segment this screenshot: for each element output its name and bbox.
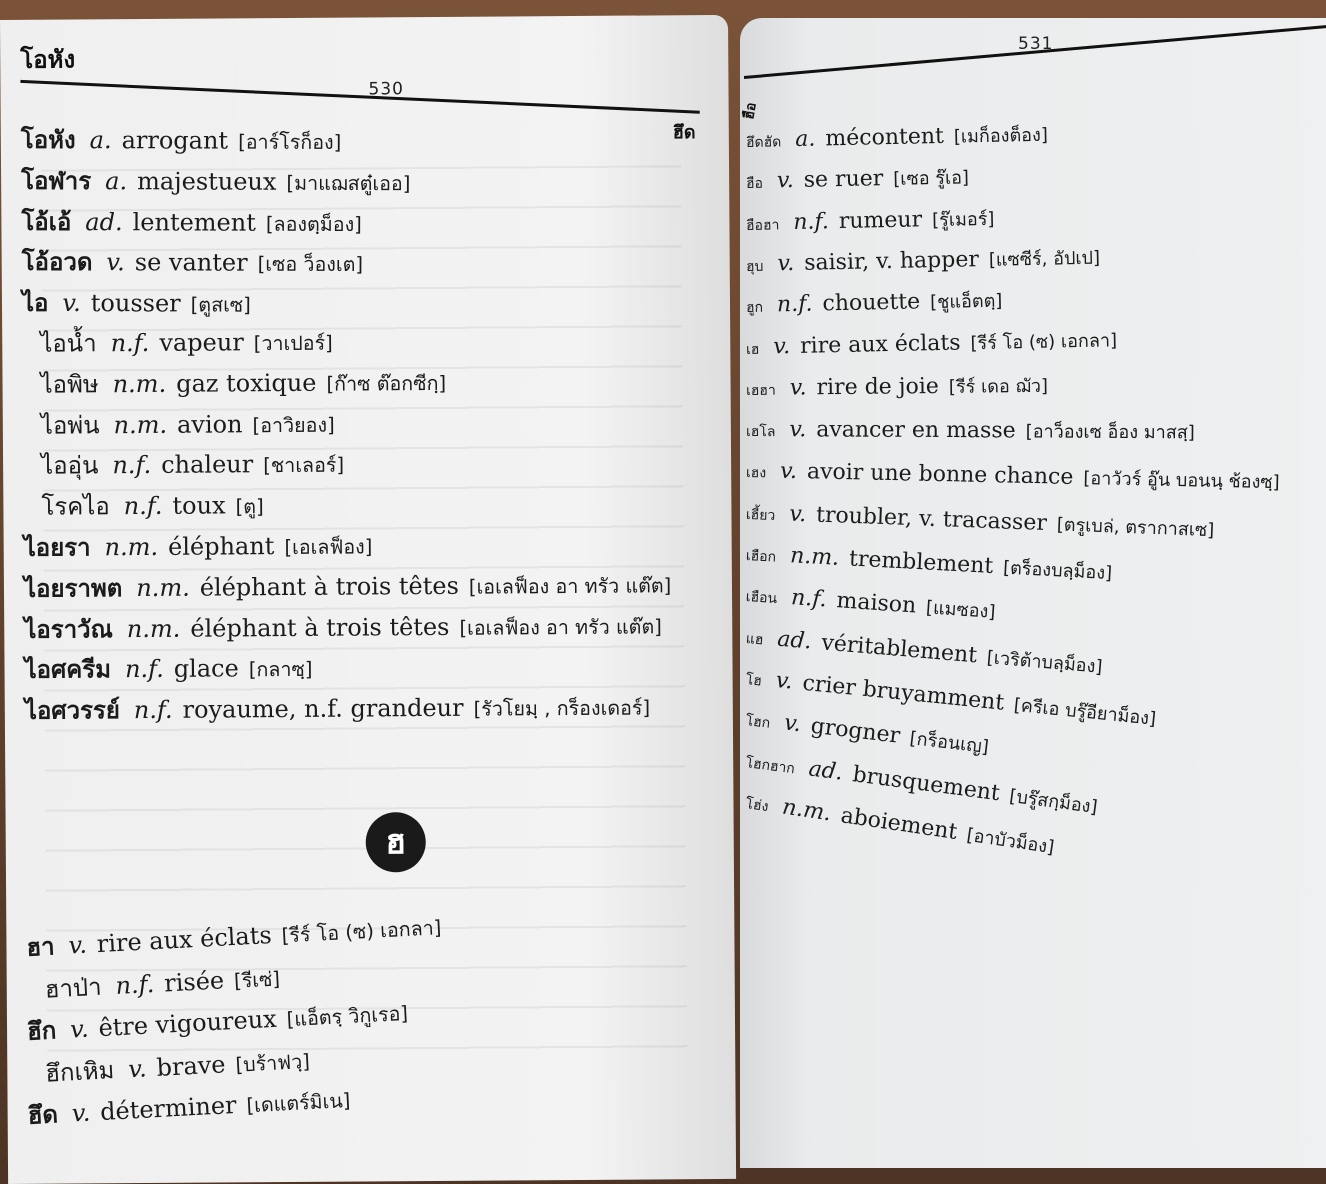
left-page-number: 530 xyxy=(368,79,405,100)
pronunciation: [ตรูเบล่, ตรากาสเซ] xyxy=(1056,514,1215,541)
part-of-speech: v. xyxy=(777,250,795,277)
part-of-speech: v. xyxy=(67,930,88,960)
dictionary-entry xyxy=(41,485,264,526)
french-translation: éléphant à trois têtes xyxy=(199,571,459,602)
pronunciation: [บร้าฟวฺ] xyxy=(234,1049,311,1077)
headword: ไอยราพต xyxy=(23,573,123,603)
pronunciation: [ชาเลอร์] xyxy=(263,453,345,478)
french-translation: glace xyxy=(173,654,239,684)
french-translation: chaleur xyxy=(161,450,254,480)
pronunciation: [ครีเอ บรู๊อียาม็อง] xyxy=(1012,694,1157,730)
french-translation: avoir une bonne chance xyxy=(806,459,1074,491)
headword: ฮึก xyxy=(26,1016,57,1046)
headword: ไออุ่น xyxy=(41,451,99,481)
french-translation: vapeur xyxy=(159,328,244,357)
part-of-speech: ad. xyxy=(776,626,813,655)
part-of-speech: n.m. xyxy=(136,573,190,602)
dictionary-entry xyxy=(745,580,996,626)
part-of-speech: a. xyxy=(105,166,128,196)
part-of-speech: v. xyxy=(779,459,798,485)
headword: โฮ่ง xyxy=(744,795,770,816)
french-translation: maison xyxy=(835,588,918,619)
headword: ฮา xyxy=(25,932,56,962)
dictionary-entry xyxy=(41,403,335,444)
part-of-speech: v. xyxy=(788,501,807,527)
french-translation: rire de joie xyxy=(816,373,939,401)
dictionary-entry xyxy=(745,539,1113,587)
pronunciation: [ก๊าซ ต๊อกซีกฺ] xyxy=(326,371,447,396)
french-translation: éléphant à trois têtes xyxy=(190,612,450,643)
pronunciation: [บรู๊สกฺม็อง] xyxy=(1008,785,1099,818)
pronunciation: [อาร์โรก็อง] xyxy=(238,130,342,154)
headword: โฮกฮาก xyxy=(744,754,796,777)
headword: โอหัง xyxy=(20,125,76,155)
part-of-speech: n.m. xyxy=(104,532,159,562)
pronunciation: [เซอ รู๊เอ] xyxy=(893,167,970,191)
dictionary-entry xyxy=(22,283,251,323)
left-running-head: โอหัง xyxy=(20,45,76,74)
french-translation: brave xyxy=(155,1050,227,1082)
french-translation: brusquement xyxy=(851,761,1002,806)
headword: เฮือก xyxy=(745,548,777,566)
right-running-head: ฮือ xyxy=(741,101,760,121)
right-page xyxy=(740,18,1326,1168)
headword: ไอพ่น xyxy=(40,410,100,440)
part-of-speech: v. xyxy=(776,168,795,194)
headword: โอ้เอ้ xyxy=(21,207,72,236)
headword: ไอยรา xyxy=(23,533,91,562)
pronunciation: [ลองตฺม็อง] xyxy=(265,212,362,236)
headword: ฮือ xyxy=(745,175,764,193)
right-page-number: 531 xyxy=(1018,34,1054,54)
part-of-speech: ad. xyxy=(85,207,123,236)
pronunciation: [มาแฌสตู๋เออ] xyxy=(286,171,411,196)
french-translation: gaz toxique xyxy=(176,368,317,398)
headword: ฮึดฮัด xyxy=(745,134,782,151)
pronunciation: [กร็อนเญ] xyxy=(908,728,990,759)
french-translation: saisir, v. happer xyxy=(803,247,980,276)
dictionary-entry xyxy=(24,564,672,608)
part-of-speech: n.f. xyxy=(123,492,163,521)
dictionary-entry xyxy=(746,242,1101,278)
pronunciation: [เวริต้าบลฺม็อง] xyxy=(985,646,1104,678)
dictionary-entry xyxy=(745,498,1214,544)
pronunciation: [รีร์ เดอ ฌัว] xyxy=(948,375,1049,398)
pronunciation: [แมซอง] xyxy=(925,597,997,624)
part-of-speech: n.f. xyxy=(110,328,150,358)
part-of-speech: v. xyxy=(71,1098,91,1128)
part-of-speech: v. xyxy=(127,1054,148,1084)
part-of-speech: n.m. xyxy=(113,410,168,439)
part-of-speech: n.f. xyxy=(776,291,813,318)
headword: ไอพิษ xyxy=(40,370,99,399)
french-translation: véritablement xyxy=(820,629,979,668)
french-translation: se ruer xyxy=(803,166,884,194)
headword: โอฬาร xyxy=(21,166,92,195)
french-translation: royaume, n.f. grandeur xyxy=(182,693,464,724)
headword: ฮือฮา xyxy=(745,216,780,234)
pronunciation: [รัวโยมฺ , กร็องเดอร์] xyxy=(473,696,651,721)
headword: ไอน้ำ xyxy=(40,329,97,358)
part-of-speech: v. xyxy=(69,1014,90,1044)
dictionary-entry xyxy=(24,648,312,689)
french-translation: se vanter xyxy=(134,248,248,278)
dictionary-entry xyxy=(746,286,1003,320)
dictionary-entry xyxy=(21,161,410,201)
dictionary-entry xyxy=(40,362,446,404)
dictionary-entry xyxy=(24,525,373,566)
pronunciation: [แซซีร์, อัปเป] xyxy=(988,247,1101,271)
pronunciation: [อาบัวม็อง] xyxy=(965,824,1056,859)
french-translation: aboiement xyxy=(839,802,959,845)
part-of-speech: n.f. xyxy=(793,208,830,235)
headword: ฮูก xyxy=(745,299,764,317)
french-translation: grogner xyxy=(809,713,902,749)
french-translation: rumeur xyxy=(838,206,923,234)
pronunciation: [เอเลฟ็อง อา ทรัว แต๊ต] xyxy=(468,574,672,599)
part-of-speech: v. xyxy=(62,289,81,318)
pronunciation: [วาเปอร์] xyxy=(253,331,333,356)
dictionary-entry xyxy=(41,444,344,485)
dictionary-entry xyxy=(746,120,1048,155)
french-translation: rire aux éclats xyxy=(96,921,273,959)
french-translation: toux xyxy=(172,491,226,520)
french-translation: majestueux xyxy=(137,167,277,196)
pronunciation: [อาว็องเซ อ็อง มาสสฺ] xyxy=(1025,421,1195,444)
french-translation: éléphant xyxy=(167,532,275,561)
french-translation: être vigoureux xyxy=(97,1004,278,1043)
part-of-speech: v. xyxy=(782,710,803,738)
headword: ฮึกเหิม xyxy=(44,1056,116,1088)
pronunciation: [แอ็ตรฺ วิกูเรอ] xyxy=(286,1001,409,1032)
right-header-rule xyxy=(744,25,1326,79)
pronunciation: [อาวิยอง] xyxy=(252,413,335,437)
headword: โฮ xyxy=(744,671,763,690)
french-translation: troubler, v. tracasser xyxy=(815,502,1048,536)
part-of-speech: n.f. xyxy=(790,585,828,613)
dictionary-entry xyxy=(746,163,970,197)
french-translation: avancer en masse xyxy=(816,417,1016,444)
headword: เฮี้ยว xyxy=(745,506,776,524)
french-translation: avion xyxy=(176,409,243,439)
french-translation: chouette xyxy=(822,289,921,317)
part-of-speech: v. xyxy=(789,417,807,443)
dictionary-entry xyxy=(746,325,1118,362)
left-page xyxy=(0,15,736,1184)
french-translation: tremblement xyxy=(848,546,994,579)
headword: โฮก xyxy=(744,713,772,732)
part-of-speech: n.m. xyxy=(789,543,840,571)
headword: เฮโล xyxy=(745,424,776,441)
french-translation: rire aux éclats xyxy=(799,330,961,359)
dictionary-entry xyxy=(24,605,662,648)
left-header-rule xyxy=(20,80,699,114)
part-of-speech: a. xyxy=(795,126,816,152)
pronunciation: [เอเลฟ็อง] xyxy=(284,535,373,560)
headword: ไอราวัณ xyxy=(24,614,113,644)
french-translation: mécontent xyxy=(825,123,945,152)
pronunciation: [รู๊เมอร์] xyxy=(931,208,995,231)
headword: ฮุบ xyxy=(745,258,764,275)
pronunciation: [รีร์ โอ (ซ) เอกลา] xyxy=(970,329,1118,354)
headword: เฮฮา xyxy=(745,382,776,399)
part-of-speech: n.f. xyxy=(133,695,173,725)
french-translation: lentement xyxy=(132,207,256,237)
pronunciation: [ตู] xyxy=(235,495,264,519)
pronunciation: [เซอ ว็องเต] xyxy=(257,253,364,277)
french-translation: crier bruyamment xyxy=(801,670,1006,716)
part-of-speech: v. xyxy=(106,248,125,277)
headword: ฮาป่า xyxy=(44,972,103,1004)
pronunciation: [รีร์ โอ (ซ) เอกลา] xyxy=(281,916,442,948)
dictionary-entry xyxy=(21,120,342,160)
headword: เฮือน xyxy=(745,589,778,608)
dictionary-entry xyxy=(746,415,1195,446)
headword: เฮ xyxy=(745,341,760,358)
dictionary-entry xyxy=(746,203,995,237)
part-of-speech: n.f. xyxy=(114,969,155,1000)
dictionary-entry xyxy=(746,456,1280,496)
part-of-speech: v. xyxy=(789,375,807,401)
pronunciation: [เดแตร์มิเน] xyxy=(245,1088,351,1118)
pronunciation: [อาวัวร์ อู๊น บอนนฺ ช้องซฺ] xyxy=(1083,468,1280,494)
pronunciation: [กลาซฺ] xyxy=(248,658,313,682)
headword: เฮง xyxy=(745,465,767,482)
left-corner-word: ฮึด xyxy=(672,122,696,144)
pronunciation: [ตร็องบลฺม็อง] xyxy=(1002,557,1113,585)
headword: โรคไอ xyxy=(41,492,110,521)
headword: ไอศครีม xyxy=(24,655,112,685)
headword: โอ้อวด xyxy=(21,248,93,277)
headword: ไอ xyxy=(21,289,49,318)
dictionary-entry xyxy=(25,687,651,730)
part-of-speech: v. xyxy=(773,333,791,359)
part-of-speech: n.f. xyxy=(112,451,152,480)
dictionary-entry xyxy=(746,371,1048,403)
pronunciation: [เมก็องต็อง] xyxy=(953,124,1049,148)
dictionary-entry xyxy=(22,242,364,282)
headword: ไอศวรรย์ xyxy=(24,696,120,726)
headword: แฮ xyxy=(745,630,764,649)
pronunciation: [ตูสเซ] xyxy=(190,293,251,317)
french-translation: tousser xyxy=(90,289,181,318)
headword: ฮึด xyxy=(26,1100,59,1130)
part-of-speech: n.m. xyxy=(126,614,181,643)
dictionary-entry xyxy=(21,201,362,241)
pronunciation: [รีเซ่] xyxy=(233,967,281,993)
part-of-speech: a. xyxy=(89,126,112,155)
pronunciation: [ชูแอ็ตตฺ] xyxy=(929,290,1003,314)
part-of-speech: ad. xyxy=(807,755,845,786)
dictionary-entry xyxy=(40,322,333,363)
part-of-speech: n.f. xyxy=(124,655,164,684)
part-of-speech: v. xyxy=(774,667,794,695)
section-letter-badge: ฮ xyxy=(366,812,426,872)
french-translation: arrogant xyxy=(121,126,229,155)
pronunciation: [เอเลฟ็อง อา ทรัว แต๊ต] xyxy=(459,614,662,640)
part-of-speech: n.m. xyxy=(112,369,167,399)
french-translation: déterminer xyxy=(99,1090,238,1127)
french-translation: risée xyxy=(163,966,225,998)
part-of-speech: n.m. xyxy=(780,794,833,827)
